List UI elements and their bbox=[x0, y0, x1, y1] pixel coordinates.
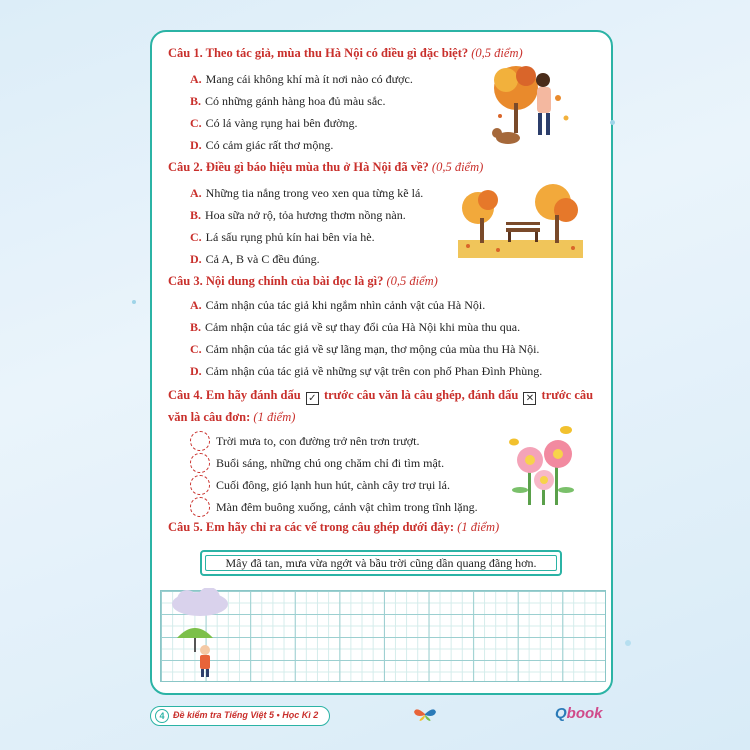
rain-child-illustration bbox=[165, 588, 235, 680]
q3-option-d: D. Cảm nhận của tác giả về những sự vật trên con phố Phan Đình Phùng. bbox=[190, 364, 543, 378]
flowers-bees-illustration bbox=[500, 420, 590, 510]
q1-title: Câu 1. Theo tác giả, mùa thu Hà Nội có điều gì đặc biệt? (0,5 điểm) bbox=[168, 46, 523, 60]
q3-title: Câu 3. Nội dung chính của bài đọc là gì? (0,5 điểm) bbox=[168, 274, 438, 288]
q2-option-d: D. Cả A, B và C đều đúng. bbox=[190, 252, 320, 266]
autumn-couple-illustration bbox=[488, 58, 578, 148]
flower-checkbox-icon[interactable] bbox=[190, 453, 210, 473]
q2-option-c: C. Lá sấu rụng phủ kín hai bên vỉa hè. bbox=[190, 230, 375, 244]
flower-checkbox-icon[interactable] bbox=[190, 475, 210, 495]
flower-checkbox-icon[interactable] bbox=[190, 431, 210, 451]
brand-logo: Qbook bbox=[555, 705, 603, 722]
butterfly-logo-icon bbox=[412, 706, 438, 722]
q2-title: Câu 2. Điều gì báo hiệu mùa thu ở Hà Nội đã về? (0,5 điểm) bbox=[168, 160, 484, 174]
q2-option-b: B. Hoa sữa nở rộ, tỏa hương thơm nồng nàn. bbox=[190, 208, 406, 222]
q1-option-c: C. Có lá vàng rụng hai bên đường. bbox=[190, 116, 358, 130]
decor-dot bbox=[625, 640, 631, 646]
q4-item-2[interactable]: Buổi sáng, những chú ong chăm chỉ đi tìm mật. bbox=[190, 456, 444, 471]
q5-title: Câu 5. Em hãy chỉ ra các vế trong câu ghép dưới đây: (1 điểm) bbox=[168, 520, 500, 534]
q2-option-a: A. Những tia nắng trong veo xen qua từng kẽ lá. bbox=[190, 186, 424, 200]
q3-option-a: A. Cảm nhận của tác giả khi ngắm nhìn cảnh vật của Hà Nội. bbox=[190, 298, 486, 312]
decor-dot bbox=[132, 300, 136, 304]
q1-option-b: B. Có những gánh hàng hoa đủ màu sắc. bbox=[190, 94, 386, 108]
q3-option-b: B. Cảm nhận của tác giả về sự thay đổi của Hà Nội khi mùa thu qua. bbox=[190, 320, 521, 334]
q4-item-1[interactable]: Trời mưa to, con đường trở nên trơn trượt. bbox=[190, 434, 419, 449]
q4-title-line1: Câu 4. Em hãy đánh dấu ✓ trước câu văn là câu ghép, đánh dấu ✕ trước câu bbox=[168, 388, 594, 404]
q4-item-3[interactable]: Cuối đông, gió lạnh hun hút, cành cây trơ trụi lá. bbox=[190, 478, 450, 493]
cross-box-icon: ✕ bbox=[523, 392, 536, 405]
check-box-icon: ✓ bbox=[306, 392, 319, 405]
decor-dot bbox=[610, 120, 615, 125]
page-footer: 4 Đề kiểm tra Tiếng Việt 5 • Học Kì 2 bbox=[150, 706, 330, 726]
q5-sentence-box: Mây đã tan, mưa vừa ngớt và bầu trời cũng dần quang đãng hơn. bbox=[200, 550, 562, 576]
q4-title-line2: văn là câu đơn: (1 điểm) bbox=[168, 410, 296, 424]
q3-option-c: C. Cảm nhận của tác giả về sự lãng mạn, thơ mộng của mùa thu Hà Nội. bbox=[190, 342, 540, 356]
q1-option-a: A. Mang cái không khí mà ít nơi nào có được. bbox=[190, 72, 413, 86]
autumn-park-illustration bbox=[458, 180, 583, 260]
page-number: 4 bbox=[155, 709, 169, 723]
q4-item-4[interactable]: Màn đêm buông xuống, cảnh vật chìm trong tĩnh lặng. bbox=[190, 500, 478, 515]
flower-checkbox-icon[interactable] bbox=[190, 497, 210, 517]
q1-option-d: D. Có cảm giác rất thơ mộng. bbox=[190, 138, 334, 152]
